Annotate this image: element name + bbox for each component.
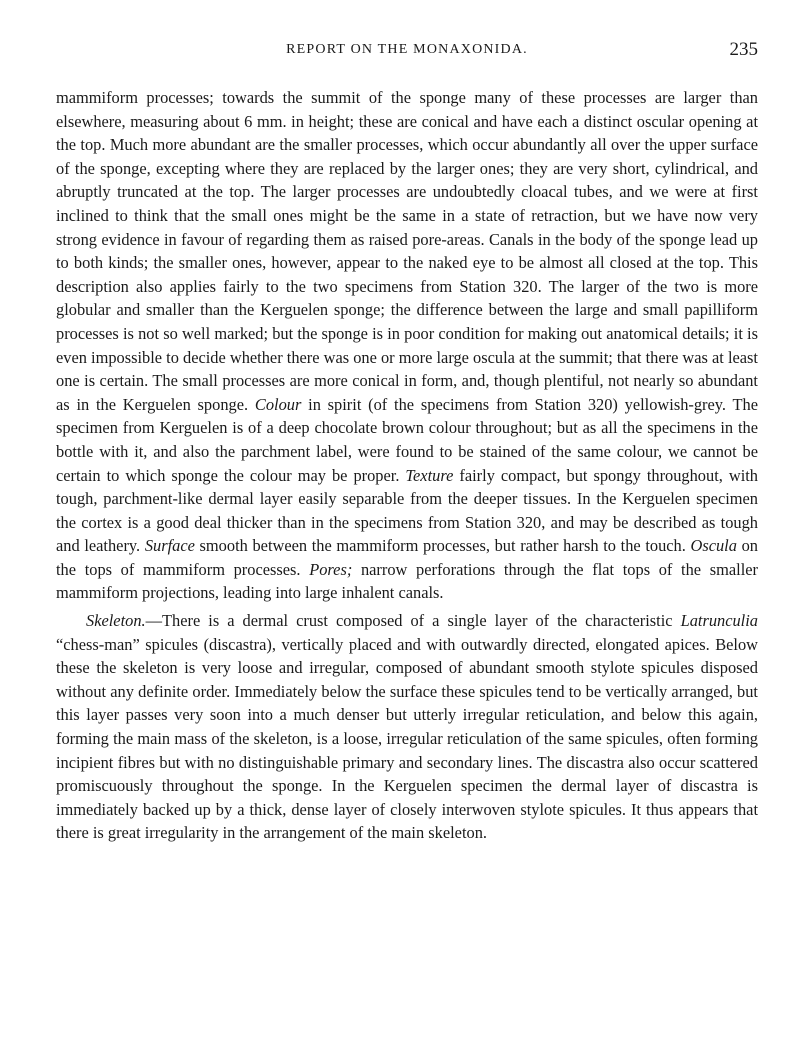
oscula-heading: Oscula: [690, 536, 737, 556]
skeleton-paragraph: [56, 609, 758, 845]
body-text: [56, 86, 758, 845]
pores-heading: Pores;: [309, 559, 353, 579]
text-run: narrow perforations through the flat tops of the smaller mammiform projections, leading into large inhalent canals.: [56, 559, 758, 603]
page-number: 235: [729, 39, 758, 60]
skeleton-heading: Skeleton.: [86, 611, 146, 631]
text-run: —There is a dermal crust composed of a single layer of the characteristic: [145, 611, 681, 631]
text-run: “chess-man” spicules (discastra), vertically placed and with outwardly directed, elongated apices. Below these the skeleton is very loose and irregular, composed of abundant smooth stylote spicules disposed without any definite order. Immediately below the surface these spicules tend to be vertically arranged, but this layer passes very soon into a much denser but utterly irregular reticulation, and below this again, forming the main mass of the skeleton, is a loose, irregular reticulation of the same spicules, often forming incipient fibres but with no distinguishable primary and secondary lines. The discastra also occur scattered promiscuously throughout the sponge. In the Kerguelen specimen the dermal layer of discastra is immediately backed up by a thick, dense layer of closely interwoven stylote spicules. It thus appears that there is great irregularity in the arrangement of the main skeleton.: [56, 634, 758, 843]
texture-heading: Texture: [405, 465, 454, 485]
text-run: smooth between the mammiform processes, but rather harsh to the touch.: [194, 536, 691, 556]
description-paragraph: [56, 86, 758, 605]
surface-heading: Surface: [144, 536, 195, 556]
page-header: [56, 39, 758, 64]
genus-name: Latrunculia: [680, 611, 758, 631]
colour-heading: Colour: [254, 394, 302, 414]
text-run: on the tops of mammiform processes.: [56, 536, 758, 579]
text-run: mammiform processes; towards the summit of the sponge many of these processes are larger than elsewhere, measuring about 6 mm. in height; these are conical and have each a distinct oscular opening at the top. Much more abundant are the smaller processes, which occur abundantly all over the upper surface of the sponge, excepting where they are replaced by the larger ones; they are very short, cylindrical, and abruptly truncated at the top. The larger processes are undoubtedly cloacal tubes, and we were at first inclined to think that the small ones might be the same in a state of retraction, but we have now very strong evidence in favour of regarding them as raised pore-areas. Canals in the body of the sponge lead up to both kinds; the smaller ones, however, appear to the naked eye to be almost all closed at the top. This description also applies fairly to the two specimens from Station 320. The larger of the two is more globular and smaller than the Kerguelen sponge; the difference between the large and small papilliform processes is not so well marked; but the sponge is in poor condition for making out anatomical details; it is even impossible to decide whether there was one or more large oscula at the summit; that there was at least one is certain. The small processes are more conical in form, and, though plentiful, not nearly so abundant as in the Kerguelen sponge.: [56, 88, 758, 414]
running-title: REPORT ON THE MONAXONIDA.: [286, 42, 528, 57]
text-run: fairly compact, but spongy throughout, with tough, parchment-like dermal layer easily separable from the deeper tissues. In the Kerguelen specimen the cortex is a good deal thicker than in the specimens from Station 320, and may be described as tough and leathery.: [56, 465, 758, 556]
text-run: in spirit (of the specimens from Station 320) yellowish-grey. The specimen from Kerguelen is of a deep chocolate brown colour throughout; but as all the specimens in the bottle with it, and also the parchment label, were found to be stained of the same colour, we cannot be certain to which sponge the colour may be proper.: [56, 394, 758, 485]
